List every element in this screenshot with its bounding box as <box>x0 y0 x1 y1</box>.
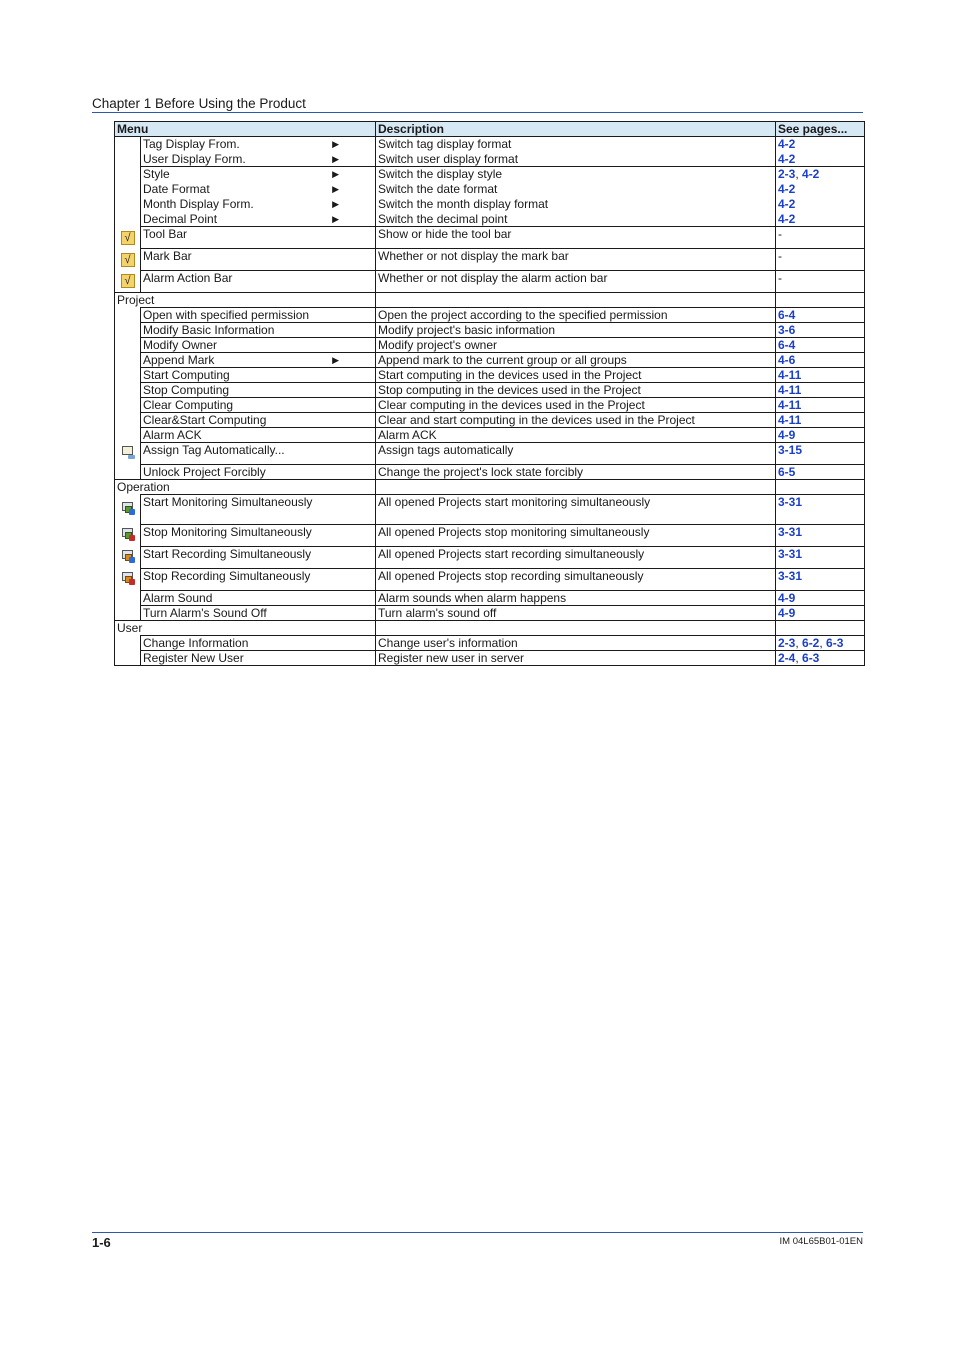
description-cell: Switch user display format <box>376 152 776 167</box>
icon-cell <box>115 353 141 368</box>
page-reference-link[interactable]: 4-6 <box>778 353 796 367</box>
menu-item <box>141 323 376 338</box>
submenu-arrow-icon: ▶ <box>332 183 339 194</box>
no-reference: - <box>778 227 782 241</box>
page-reference-link[interactable]: 6-2 <box>802 636 820 650</box>
submenu-arrow-icon: ▶ <box>332 139 339 149</box>
menu-item-label: Unlock Project Forcibly <box>143 465 266 479</box>
see-pages-cell <box>776 353 865 368</box>
checkmark-icon: √ <box>121 230 135 244</box>
see-pages-cell <box>776 137 865 152</box>
section-label: User <box>115 621 376 636</box>
menu-item-label: Clear Computing <box>143 398 234 412</box>
section-label: Project <box>115 293 376 308</box>
page-reference-link[interactable]: 6-5 <box>778 465 796 479</box>
table-row <box>115 338 865 353</box>
icon-cell <box>115 525 141 547</box>
menu-item-label: Start Computing <box>143 368 230 382</box>
table-row <box>115 591 865 606</box>
see-pages-cell <box>776 465 865 480</box>
no-reference: - <box>778 249 782 263</box>
section-desc-cell <box>376 480 776 495</box>
description-cell: Change user's information <box>376 636 776 651</box>
menu-item-label: Start Monitoring Simultaneously <box>143 495 313 509</box>
icon-cell <box>115 495 141 525</box>
see-pages-cell <box>776 569 865 591</box>
description-cell: Switch tag display format <box>376 137 776 152</box>
see-pages-cell <box>776 368 865 383</box>
page-reference-link[interactable]: 4-2 <box>778 151 796 166</box>
page-reference-link[interactable]: 6-3 <box>826 636 844 650</box>
menu-item-label: User Display Form. <box>143 151 246 166</box>
menu-item <box>141 606 376 621</box>
description-cell: Stop computing in the devices used in the Project <box>376 383 776 398</box>
description-cell: Whether or not display the alarm action bar <box>376 271 776 293</box>
page-reference-link[interactable]: 3-31 <box>778 569 803 583</box>
menu-item-label: Tag Display From. <box>143 137 240 151</box>
menu-item-label: Change Information <box>143 636 249 650</box>
icon-cell <box>115 465 141 480</box>
menu-item <box>141 249 376 271</box>
column-header-menu: Menu <box>115 122 376 137</box>
table-row <box>115 212 865 227</box>
table-row <box>115 182 865 197</box>
icon-cell <box>115 413 141 428</box>
see-pages-cell <box>776 383 865 398</box>
section-see-cell <box>776 621 865 636</box>
checkmark-icon: √ <box>121 273 135 287</box>
section-see-cell <box>776 293 865 308</box>
icon-cell <box>115 398 141 413</box>
table-row <box>115 271 865 293</box>
menu-item <box>141 591 376 606</box>
description-cell: Assign tags automatically <box>376 443 776 465</box>
menu-item <box>141 271 376 293</box>
description-cell: Modify project's basic information <box>376 323 776 338</box>
table-header-row <box>115 122 865 137</box>
icon-cell <box>115 227 141 249</box>
menu-item <box>141 428 376 443</box>
start-recording-icon <box>121 552 135 566</box>
footer-rule <box>92 1232 863 1233</box>
menu-item-label: Tool Bar <box>143 227 188 241</box>
table-row <box>115 308 865 323</box>
menu-item <box>141 212 376 227</box>
start-monitoring-icon <box>121 504 135 518</box>
see-pages-cell <box>776 308 865 323</box>
menu-item <box>141 398 376 413</box>
icon-cell <box>115 383 141 398</box>
menu-item <box>141 651 376 666</box>
section-desc-cell <box>376 293 776 308</box>
see-pages-cell <box>776 167 865 182</box>
icon-cell <box>115 636 141 651</box>
see-pages-cell <box>776 398 865 413</box>
icon-cell <box>115 152 141 167</box>
table-row <box>115 249 865 271</box>
document-id: IM 04L65B01-01EN <box>779 1236 863 1247</box>
description-cell: Switch the month display format <box>376 197 776 212</box>
submenu-arrow-icon: ▶ <box>332 213 339 224</box>
icon-cell <box>115 606 141 621</box>
menu-item <box>141 368 376 383</box>
page-reference-link[interactable]: 3-15 <box>778 443 803 457</box>
assign-tag-icon <box>121 448 135 462</box>
submenu-arrow-icon: ▶ <box>332 153 339 164</box>
menu-item-label: Register New User <box>143 651 244 665</box>
page-reference-link[interactable]: 4-2 <box>778 196 796 211</box>
description-cell: All opened Projects start monitoring simultaneously <box>376 495 776 525</box>
table-row <box>115 606 865 621</box>
icon-cell <box>115 547 141 569</box>
page-reference-link[interactable]: 4-11 <box>778 398 802 412</box>
menu-item-label: Alarm Action Bar <box>143 271 233 285</box>
description-cell: Clear computing in the devices used in the Project <box>376 398 776 413</box>
menu-item-label: Stop Monitoring Simultaneously <box>143 525 312 539</box>
page-reference-link[interactable]: 3-31 <box>778 525 803 539</box>
checkmark-icon: √ <box>121 252 135 266</box>
section-row <box>115 293 865 308</box>
icon-cell <box>115 182 141 197</box>
menu-item <box>141 308 376 323</box>
table-row <box>115 368 865 383</box>
icon-cell <box>115 212 141 227</box>
menu-item-label: Assign Tag Automatically... <box>143 443 285 457</box>
page-reference-link[interactable]: 4-11 <box>778 413 802 427</box>
description-cell: All opened Projects start recording simultaneously <box>376 547 776 569</box>
page-number: 1-6 <box>92 1235 111 1250</box>
header-rule <box>92 112 863 113</box>
section-label: Operation <box>115 480 376 495</box>
icon-cell <box>115 591 141 606</box>
page-reference-link[interactable]: 4-9 <box>778 606 796 620</box>
menu-item <box>141 413 376 428</box>
menu-item <box>141 547 376 569</box>
table-row <box>115 398 865 413</box>
menu-item <box>141 227 376 249</box>
see-pages-cell <box>776 428 865 443</box>
menu-item <box>141 197 376 212</box>
see-pages-cell <box>776 338 865 353</box>
see-pages-cell <box>776 271 865 293</box>
menu-item <box>141 465 376 480</box>
page-reference-link[interactable]: 4-2 <box>802 167 820 181</box>
column-header-description: Description <box>376 122 776 137</box>
menu-item <box>141 137 376 152</box>
menu-item <box>141 569 376 591</box>
menu-item-label: Alarm Sound <box>143 591 213 605</box>
icon-cell <box>115 338 141 353</box>
icon-cell <box>115 167 141 182</box>
see-pages-cell <box>776 606 865 621</box>
description-cell: Show or hide the tool bar <box>376 227 776 249</box>
page-reference-link[interactable]: 6-4 <box>778 338 796 352</box>
menu-item-label: Turn Alarm's Sound Off <box>143 606 267 620</box>
description-cell: Alarm sounds when alarm happens <box>376 591 776 606</box>
menu-item <box>141 338 376 353</box>
menu-item-label: Append Mark <box>143 353 215 367</box>
menu-item-label: Clear&Start Computing <box>143 413 267 427</box>
description-cell: Whether or not display the mark bar <box>376 249 776 271</box>
page-reference-link[interactable]: 3-6 <box>778 323 796 337</box>
table-row <box>115 651 865 666</box>
page-reference-link[interactable]: 4-2 <box>778 211 796 226</box>
page-reference-link[interactable]: 2-4 <box>778 651 796 665</box>
section-desc-cell <box>376 621 776 636</box>
see-pages-cell <box>776 525 865 547</box>
icon-cell <box>115 249 141 271</box>
ref-separator: , <box>795 651 803 665</box>
description-cell: Turn alarm's sound off <box>376 606 776 621</box>
table-row <box>115 383 865 398</box>
description-cell: Clear and start computing in the devices used in the Project <box>376 413 776 428</box>
description-cell: All opened Projects stop recording simultaneously <box>376 569 776 591</box>
description-cell: Change the project's lock state forcibly <box>376 465 776 480</box>
menu-item-label: Modify Owner <box>143 338 218 352</box>
table-row <box>115 428 865 443</box>
see-pages-cell <box>776 636 865 651</box>
see-pages-cell <box>776 651 865 666</box>
menu-item-label: Date Format <box>143 181 210 196</box>
table-row <box>115 495 865 525</box>
menu-item-label: Stop Computing <box>143 383 230 397</box>
description-cell: Append mark to the current group or all groups <box>376 353 776 368</box>
icon-cell <box>115 271 141 293</box>
table-row <box>115 413 865 428</box>
menu-item-label: Stop Recording Simultaneously <box>143 569 311 583</box>
menu-item <box>141 353 376 368</box>
icon-cell <box>115 428 141 443</box>
menu-item-label: Month Display Form. <box>143 196 254 211</box>
menu-item-label: Start Recording Simultaneously <box>143 547 312 561</box>
table-row <box>115 353 865 368</box>
menu-item-label: Style <box>143 167 170 181</box>
menu-item-label: Open with specified permission <box>143 308 310 322</box>
page-reference-link[interactable]: 2-3 <box>778 636 796 650</box>
page-reference-link[interactable]: 2-3 <box>778 167 796 181</box>
stop-monitoring-icon <box>121 530 135 544</box>
ref-separator: , <box>819 636 827 650</box>
table-row <box>115 323 865 338</box>
menu-item <box>141 167 376 182</box>
see-pages-cell <box>776 413 865 428</box>
icon-cell <box>115 368 141 383</box>
column-header-see-pages: See pages... <box>776 122 865 137</box>
section-row <box>115 480 865 495</box>
table-row <box>115 152 865 167</box>
chapter-title: Chapter 1 Before Using the Product <box>92 96 306 111</box>
table-row <box>115 137 865 152</box>
submenu-arrow-icon: ▶ <box>332 198 339 209</box>
table-row <box>115 167 865 182</box>
menu-item-label: Mark Bar <box>143 249 192 263</box>
section-see-cell <box>776 480 865 495</box>
see-pages-cell <box>776 197 865 212</box>
icon-cell <box>115 651 141 666</box>
page-reference-link[interactable]: 3-31 <box>778 495 803 509</box>
description-cell: Open the project according to the specified permission <box>376 308 776 323</box>
see-pages-cell <box>776 547 865 569</box>
ref-separator: , <box>795 167 803 181</box>
menu-item-label: Decimal Point <box>143 211 218 226</box>
see-pages-cell <box>776 182 865 197</box>
description-cell: Register new user in server <box>376 651 776 666</box>
menu-item <box>141 443 376 465</box>
table-row <box>115 197 865 212</box>
see-pages-cell <box>776 495 865 525</box>
icon-cell <box>115 443 141 465</box>
page-reference-link[interactable]: 6-3 <box>802 651 820 665</box>
table-row <box>115 636 865 651</box>
menu-item <box>141 383 376 398</box>
icon-cell <box>115 323 141 338</box>
ref-separator: , <box>795 636 803 650</box>
icon-cell <box>115 308 141 323</box>
menu-item <box>141 636 376 651</box>
description-cell: Switch the decimal point <box>376 212 776 227</box>
page-reference-link[interactable]: 4-11 <box>778 368 802 382</box>
submenu-arrow-icon: ▶ <box>332 355 339 365</box>
table-row <box>115 443 865 465</box>
description-cell: Modify project's owner <box>376 338 776 353</box>
table-row <box>115 569 865 591</box>
page-reference-link[interactable]: 4-2 <box>778 137 796 151</box>
page-reference-link[interactable]: 4-2 <box>778 181 796 196</box>
see-pages-cell <box>776 212 865 227</box>
see-pages-cell <box>776 443 865 465</box>
page-reference-link[interactable]: 4-9 <box>778 591 796 605</box>
menu-item <box>141 495 376 525</box>
table-row <box>115 525 865 547</box>
see-pages-cell <box>776 152 865 167</box>
menu-table <box>114 121 865 666</box>
icon-cell <box>115 569 141 591</box>
see-pages-cell <box>776 591 865 606</box>
description-cell: Alarm ACK <box>376 428 776 443</box>
table-row <box>115 547 865 569</box>
page-reference-link[interactable]: 4-9 <box>778 428 796 442</box>
menu-item <box>141 525 376 547</box>
menu-item-label: Alarm ACK <box>143 428 202 442</box>
see-pages-cell <box>776 227 865 249</box>
description-cell: Start computing in the devices used in the Project <box>376 368 776 383</box>
no-reference: - <box>778 271 782 285</box>
icon-cell <box>115 197 141 212</box>
description-cell: Switch the date format <box>376 182 776 197</box>
page-reference-link[interactable]: 4-11 <box>778 383 802 397</box>
see-pages-cell <box>776 249 865 271</box>
menu-item-label: Modify Basic Information <box>143 323 275 337</box>
description-cell: Switch the display style <box>376 167 776 182</box>
icon-cell <box>115 137 141 152</box>
see-pages-cell <box>776 323 865 338</box>
table-row <box>115 227 865 249</box>
stop-recording-icon <box>121 574 135 588</box>
page-reference-link[interactable]: 3-31 <box>778 547 803 561</box>
menu-item <box>141 152 376 167</box>
submenu-arrow-icon: ▶ <box>332 169 339 179</box>
page-reference-link[interactable]: 6-4 <box>778 308 796 322</box>
menu-item <box>141 182 376 197</box>
table-row <box>115 465 865 480</box>
section-row <box>115 621 865 636</box>
description-cell: All opened Projects stop monitoring simultaneously <box>376 525 776 547</box>
